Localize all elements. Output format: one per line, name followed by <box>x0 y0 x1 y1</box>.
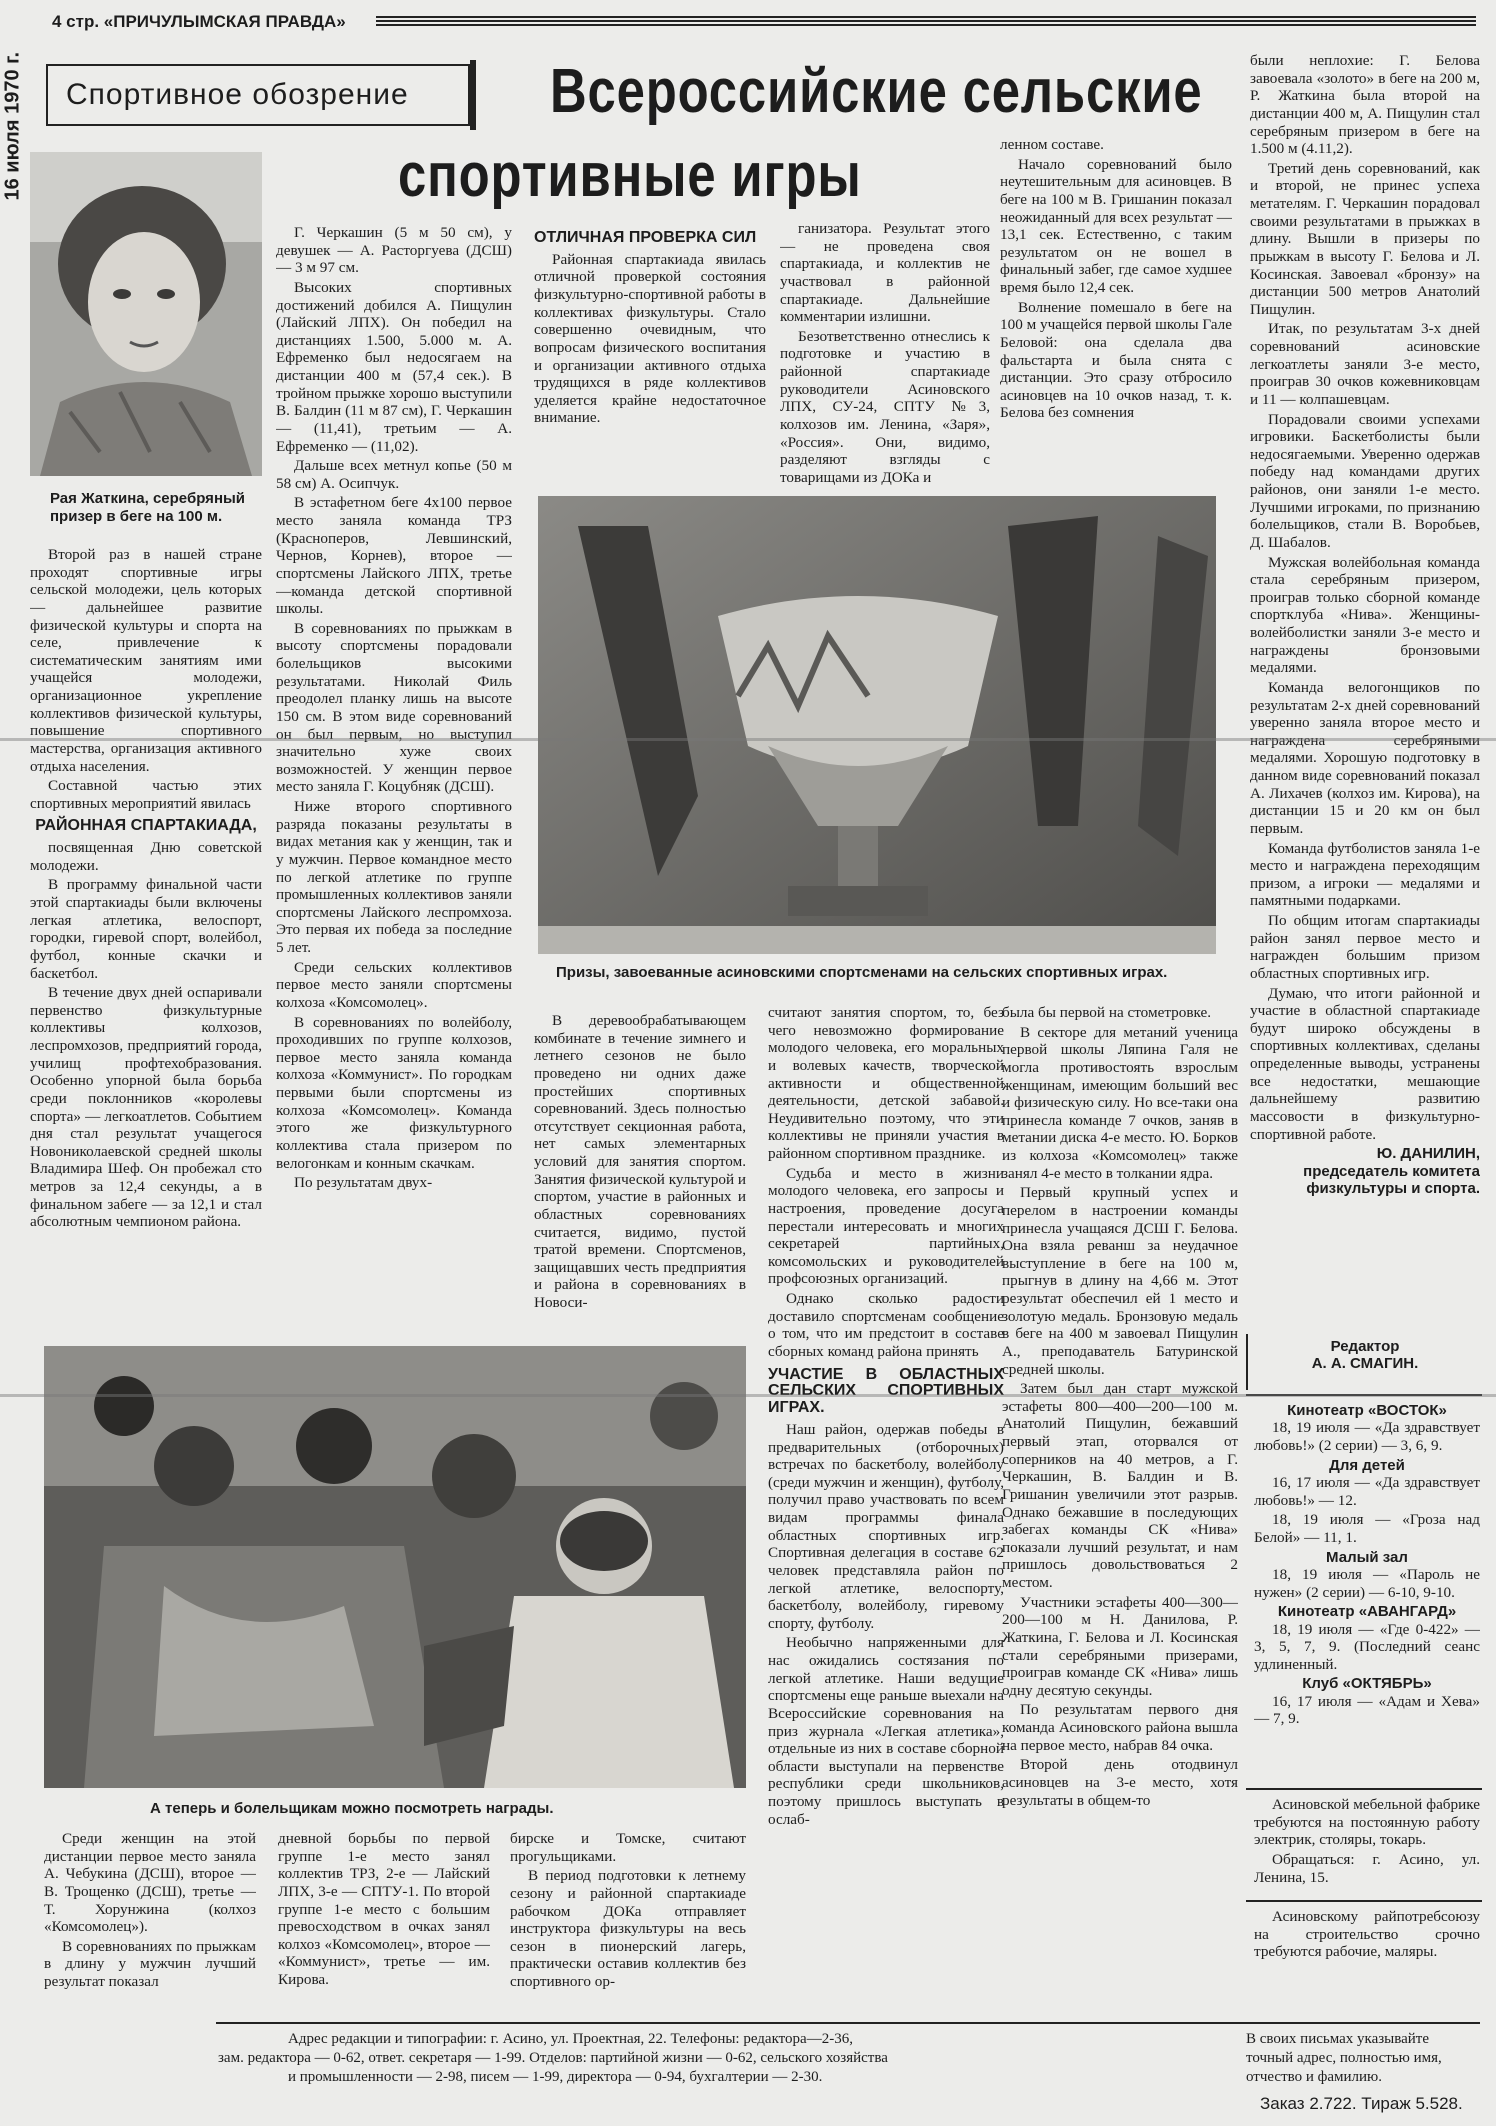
col6-text: были неплохие: Г. Белова завоевала «золото» в беге на 200 м, Р. Жаткина была второй на дистанции 400 м, А. Пищулин стал серебряным призером в беге на 1.500 м (4.11,2). Третий день соревнований, как и второй, не принес успеха метателям. Г. Черкашин порадовал своими результатами в прыжках в длину. Вышли в призеры по прыжкам в высоту Г. Белова и Л. Косинская. Завоевал «бронзу» на дистанции 500 метров Анатолий Пищулин. Итак, по результатам 3-х дней соревнований асиновские легкоатлеты заняли 3-е место, проиграв 30 очков кожевниковцам и 11 — колпашевцам. Порадовали своими успехами игровики. Баскетболисты были недосягаемыми. Уверенно одержав победу над командами других районов, они заняли 1-е место. Лучшими игроками, по признанию болельщиков, стали В. Воробьев, Д. Шабалов. Мужская волейбольная команда стала серебряным призером, проиграв только сборной команде спортклуба «Нива». Женщины-волейболистки заняли 3-е место и награждены бронзовыми медалями. Команда велогонщиков по результатам 2-х дней соревнований уверенно заняла второе место и награждена серебряными медалями. Хорошую подготовку в данном виде соревнований показал А. Лихачев (колхоз им. Кирова), на дистанции 15 и 20 км он был первым. Команда футболистов заняла 1-е место и награждена переходящим призом, а игроки — медалями и памятными подарками. По общим итогам спартакиады район занял первое место и награжден большим призом областных спортивных игр. Думаю, что итоги районной и участие в областной спартакиаде будут широко обсуждены в спортивных коллективах, сделаны определенные выводы, устранены все недостатки, мешающие дальнейшему развитию массовости в физкультурно-спортивной работе. Ю. ДАНИЛИН, председатель комитета физкультуры и спорта. <box>1250 52 1480 1197</box>
rubric-label: Спортивное обозрение <box>66 78 409 111</box>
bot-col3-text: бирске и Томске, считают прогульщиками. В период подготовки к летнему сезону и районной спартакиаде рабочком ДОКа отправляет инструктора физкультуры на весь сезон в пионерский лагерь, практически оставив коллектив без спортивного ор- <box>510 1830 746 1990</box>
cinema-schedule: 18, 19 июля — «Пароль не нужен» (2 серии) — 6-10, 9-10. <box>1254 1565 1480 1601</box>
col4-text: ганизатора. Результат этого — не проведена своя спартакиада, и коллектив не участвовал в районной спартакиаде. Дальнейшие комментарии излишни. Безответственно отнеслись к подготовке и участию в районной спартакиаде руководители Асиновского ЛПХ, СУ-24, СПТУ №3, колхозов им. Ленина, «Заря», «Россия». Они, видимо, разделяют взгляды с товарищами из ДОКа и <box>780 220 990 486</box>
mid-col3-text: В деревообрабатывающем комбинате в течение зимнего и летнего сезонов не было проведено ни одних даже простейших спортивных соревнований. Здесь полностью отсутствует секционная работа, нет самых элементарных условий для занятия спортом. Занятия физической культурой и спортом, участие в районных и областных соревнованиях считается, видимо, пустой тратой времени. Спортсменов, защищавших честь предприятия и района в соревнованиях в Новоси- <box>534 1012 746 1311</box>
col2-text: Г. Черкашин (5 м 50 см), у девушек — А. Расторгуева (ДСШ) — 3 м 97 см. Высоких спортивных достижений добился А. Пищулин (Лайский ЛПХ). Он победил на дистанциях 1.500, 5.000 м. А. Ефременко был недосягаем на дистанции 400 м (57,4 сек.). В тройном прыжке хорошо выступили В. Балдин (11 м 87 см), Г. Черкашин — (11,41), третьим — А. Ефременко — (11,02). Дальше всех метнул копье (50 м 58 см) А. Осипчук. В эстафетном беге 4х100 первое место заняла команда ТРЗ (Красноперов, Левшинский, Чернов, Корнев), второе — спортсмены Лайского ЛПХ, третье—команда детской спортивной школы. В соревнованиях по прыжкам в высоту спортсмены порадовали болельщиков высокими результатами. Николай Филь преодолел планку лишь на высоте 150 см. В этом виде соревнований он был первым, но выступил значительно хуже своих возможностей. У женщин первое место заняла Г. Коцубняк (ДСШ). Ниже второго спортивного разряда показаны результаты в видах метания как у женщин, так и у мужчин. Первое командное место по легкой атлетике по группе промышленных коллективов заняли спортсмены Лайского леспромхоза. Это первая их победа за последние 5 лет. Среди сельских коллективов первое место заняли спортсмены колхоза «Комсомолец». В соревнованиях по волейболу, проходивших по группе колхозов, первое место заняла команда колхоза «Коммунист». По городкам первыми были спортсмены из колхоза «Комсомолец». Команда этого же физкультурного коллектива стала призером по велогонкам и конным скачкам. По результатам двух- <box>276 224 512 1192</box>
prizes-photo <box>538 496 1216 954</box>
portrait-photo <box>30 152 262 476</box>
signature-name: Ю. ДАНИЛИН, <box>1376 1145 1480 1163</box>
prizes-caption: Призы, завоеванные асиновскими спортсменами на сельских спортивных играх. <box>556 964 1168 981</box>
mid-col4-text: считают занятия спортом, то, без чего невозможно формирование молодого человека, его моральных и волевых качеств, творческой активности и общественной деятельности, детской забавой. Неудивительно поэтому, что эти коллективы не приняли участия в районном спортивном празднике. Судьба и место в жизни молодого человека, его запросы и настроения, проведение досуга перестали интересовать и многих секретарей партийных, комсомольских и руководителей профсоюзных организаций. Однако сколько радости доставило спортсменам сообщение о том, что им предстоит в составе сборных команд района принять УЧАСТИЕ В ОБЛАСТНЫХ СЕЛЬСКИХ СПОРТИВНЫХ ИГРАХ. Наш район, одержав победы в предварительных (отборочных) встречах по баскетболу, волейболу (среди мужчин и женщин), футболу, получил право участвовать по всем видам программы финала областных спортивных игр. Спортивная делегация в составе 62 человек представляла район по легкой атлетике, велоспорту, баскетболу, волейболу, гиревому спорту, футболу. Необычно напряженными для нас ожидались состязания по легкой атлетике. Наши ведущие спортсмены еще раньше выехали на Всероссийские соревнования на приз журнала «Легкая атлетика», отдельные из них в составе сборной области выступали на первенстве республики среди школьников, поэтому пришлось выступать в ослаб- <box>768 1004 1004 1828</box>
ad-furniture: Асиновской мебельной фабрике требуются на постоянную работу электрик, столяры, токарь. Обращаться: г. Асино, ул. Ленина, 15. <box>1254 1796 1480 1886</box>
footer-address: Адрес редакции и типографии: г. Асино, ул. Проектная, 22. Телефоны: редактора—2-36, зам. редактора — 0-62, ответ. секретаря — 1-99. Отделов: партийной жизни — 0-62, сельского хозяйства и промышленности — 2-98, писем — 1-99, директора — 0-94, бухгалтерии — 2-30. <box>218 2031 888 2085</box>
cinema-title: Для детей <box>1329 1456 1405 1474</box>
col3-text: ОТЛИЧНАЯ ПРОВЕРКА СИЛ Районная спартакиада явилась отличной проверкой состояния физкультурно-спортивной работы в коллективах физкультуры. Стало совершенно очевидным, что вопросам физического воспитания и организации активного отдыха трудящихся в ряде коллективов уделяется крайне недостаточное внимание. <box>534 229 766 427</box>
editor-box <box>1246 1334 1482 1390</box>
footer-rule <box>216 2022 1480 2024</box>
ad-separator-3 <box>1246 1900 1482 1902</box>
cinema-title: Малый зал <box>1326 1548 1408 1566</box>
bot-col1-text: Среди женщин на этой дистанции первое место заняла А. Чебукина (ДСШ), второе — В. Трощенко (ДСШ), третье — Т. Хорунжина (колхоз «Комсомолец»). В соревнованиях по прыжкам в длину у мужчин лучший результат показал <box>44 1830 256 1990</box>
footer-note: В своих письмах указывайте точный адрес, полностью имя, отчество и фамилию. <box>1246 2031 1442 2085</box>
fans-photo <box>44 1346 746 1788</box>
rubric-bar <box>470 60 476 130</box>
fold-line-1 <box>0 738 1496 741</box>
rubric-box <box>46 64 470 126</box>
side-date: 16 июля 1970 г. <box>1 51 24 201</box>
cinema-title: Кинотеатр «АВАНГАРД» <box>1277 1603 1457 1621</box>
ad-separator-2 <box>1246 1788 1482 1790</box>
fans-caption: А теперь и болельщикам можно посмотреть награды. <box>150 1800 554 1817</box>
fold-line-2 <box>0 1394 1496 1397</box>
ad-raipotreb: Асиновскому райпотребсоюзу на строительство срочно требуются рабочие, маляры. <box>1254 1908 1480 1961</box>
headline-line2: спортивные игры <box>398 141 862 210</box>
cinema-schedule: 18, 19 июля — «Да здравствует любовь!» (2 серии) — 3, 6, 9. <box>1254 1419 1480 1455</box>
cinema-title: Кинотеатр «ВОСТОК» <box>1287 1402 1447 1419</box>
cinema-schedule: 18, 19 июля — «Гроза над Белой» — 11, 1. <box>1254 1511 1480 1546</box>
editor-name: А. А. СМАГИН. <box>1311 1355 1419 1372</box>
mid-col5-text: была бы первой на стометровке. В секторе для метаний ученица первой школы Ляпина Галя не могла противостоять взрослым женщинам, имеющим больший вес и физическую силу. Но все-таки она принесла команде 7 очков, заняв в метании диска 4-е место. Ю. Борков из колхоза «Комсомолец» также занял 4-е место в толкании ядра. Первый крупный успех и перелом в настроении команды принесла учащаяся ДСШ Г. Белова. Она взяла реванш за неудачное выступление в беге на 100 м, прыгнув в длину на 4,66 м. Этот результат обеспечил ей 1 место и золотую медаль. Бронзовую медаль в беге на 400 м завоевал Пищулин А., преподаватель Батуринской средней школы. Затем был дан старт мужской эстафеты 800—400—200—100 м. Анатолий Пищулин, бежавший первый этап, оторвался от соперников на 40 метров, а Г. Черкашин, В. Балдин и В. Гришанин увеличили этот разрыв. Однако бежавшие в последующих забегах команды СК «Нива» показали лучший результат, и нам пришлось довольствоваться 2 местом. Участники эстафеты 400—300—200—100 м Н. Данилова, Р. Жаткина, Г. Белова и Л. Косинская стали серебряными призерами, проиграв команде СК «Нива» лишь одну десятую секунды. По результатам первого дня команда Асиновского района вышла на первое место, набрав 84 очка. Второй день отодвинул асиновцев на 3-е место, хотя результаты в общем-то <box>1002 1004 1238 1809</box>
order-info: Заказ 2.722. Тираж 5.528. <box>1260 2094 1463 2113</box>
col5-text: ленном составе. Начало соревнований было неутешительным для асиновцев. В беге на 100 м В. Гришанин показал неожиданный для всех результат — 13,1 сек. Естественно, с таким результатом он не вошел в финальный забег, где самое худшее время было 12,4 сек. Волнение помешало в беге на 100 м учащейся первой школы Гале Беловой: она сделала два фальстарта и была снята с дистанции. Это сразу отбросило асиновцев на 10 очков назад, т. к. Белова без сомнения <box>1000 136 1232 422</box>
page-header: 4 стр. «ПРИЧУЛЫМСКАЯ ПРАВДА» <box>52 12 346 31</box>
cinema-listing <box>1254 1402 1480 1792</box>
cinema-schedule: 18, 19 июля — «Где 0-422» — 3, 5, 7, 9. (Последний сеанс удлиненный. <box>1254 1620 1480 1673</box>
col1-text: Второй раз в нашей стране проходят спортивные игры сельской молодежи, цель которых — дальнейшее развитие физической культуры и спорта на селе, привлечение к систематическим занятиям ими учащейся молодежи, организационное укрепление коллективов физической культуры, повышение спортивного мастерства, организация активного отдыха населения. Составной частью этих спортивных мероприятий явилась РАЙОННАЯ СПАРТАКИАДА, посвященная Дню советской молодежи. В программу финальной части этой спартакиады были включены легкая атлетика, велоспорт, городки, гиревой спорт, волейбол, футбол, конные скачки и баскетбол. В течение двух дней оспаривали первенство физкультурные коллективы колхозов, леспромхозов, предприятий города, училищ профтехобразования. Особенно упорной была борьба среди поклонников «королевы спорта» — легкоатлетов. Событием дня стал результат учащегося Новониколаевской средней школы Владимира Шеф. Он пробежал сто метров за 12,4 секунды, а в финальном забеге — за 12,1 и стал абсолютным чемпионом района. <box>30 546 262 1231</box>
cinema-title: Клуб «ОКТЯБРЬ» <box>1302 1675 1432 1693</box>
portrait-caption: Рая Жаткина, серебряный призер в беге на 100 м. <box>50 490 246 525</box>
editor-label: Редактор <box>1330 1338 1400 1355</box>
headline-line1: Всероссийские сельские <box>550 57 1203 126</box>
bot-col2-text: дневной борьбы по первой группе 1-е место занял коллектив ТРЗ, 2-е — Лайский ЛПХ, 3-е — СПТУ-1. По второй группе 1-е место с большим превосходством в очках занял колхоз «Комсомолец», второе — «Коммунист», третье — им. Кирова. <box>278 1830 490 1988</box>
signature-title: председатель комитета физкультуры и спорта. <box>1303 1162 1480 1197</box>
cinema-schedule: 16, 17 июля — «Да здравствует любовь!» — 12. <box>1254 1474 1480 1509</box>
cinema-schedule: 16, 17 июля — «Адам и Хева» — 7, 9. <box>1254 1692 1480 1728</box>
header-rule <box>376 16 1476 26</box>
